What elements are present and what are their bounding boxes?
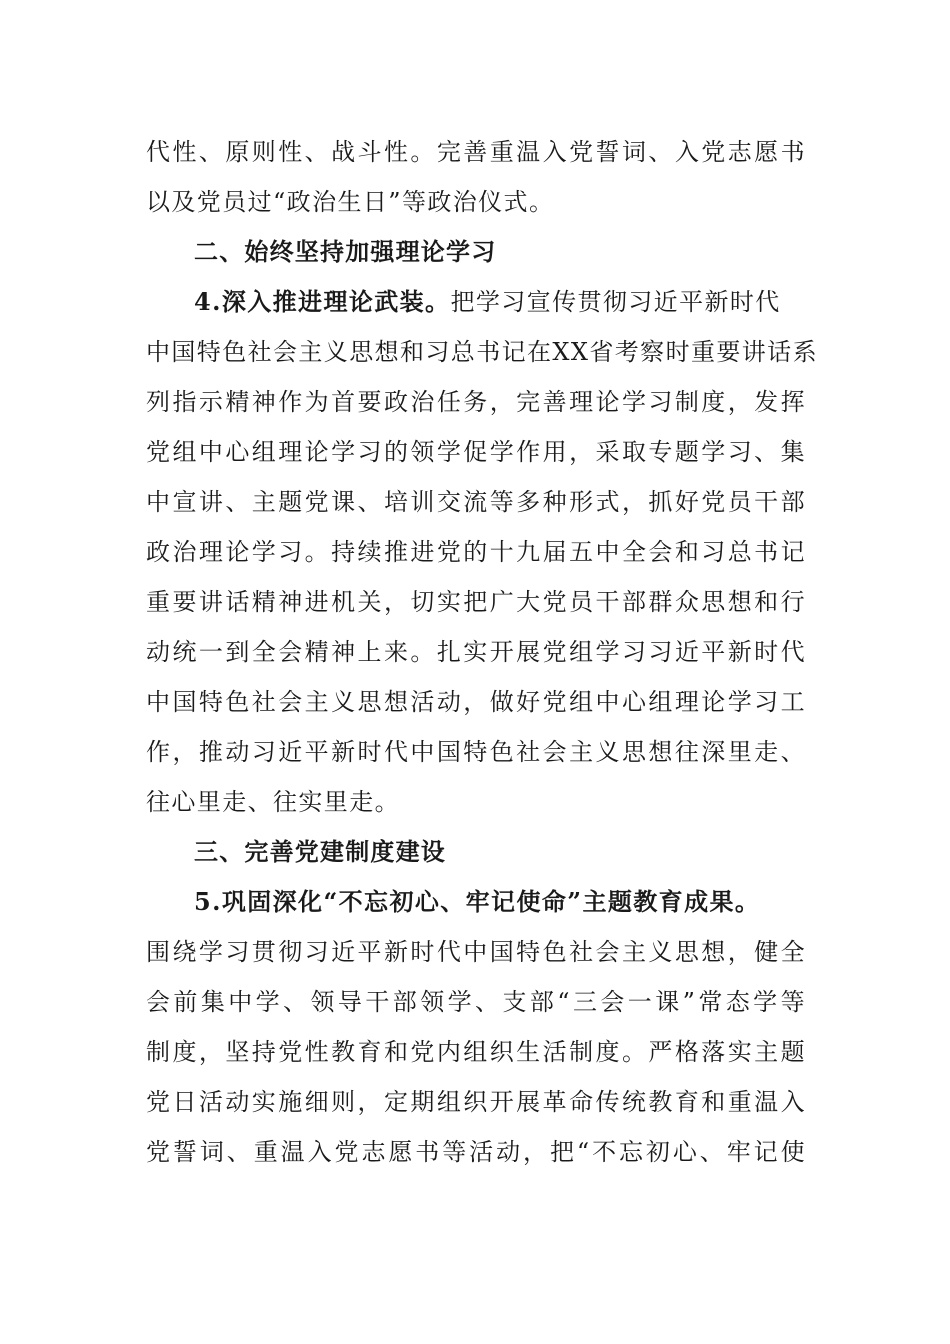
item-body-4-start: 把学习宣传贯彻习近平新时代 [450,288,781,316]
item-title-5: 5.巩固深化“不忘初心、牢记使命”主题教育成果。 [194,887,761,916]
item-title-4: 4.深入推进理论武装。 [194,287,451,316]
paragraph-line: 以及党员过“政治生日”等政治仪式。 [146,188,555,216]
paragraph-line: 会前集中学、领导干部领学、支部“三会一课”常态学等 [146,988,806,1016]
paragraph-line: 作，推动习近平新时代中国特色社会主义思想往深里走、 [146,738,806,766]
paragraph-line: 中国特色社会主义思想和习总书记在XX省考察时重要讲话系 [146,338,818,366]
paragraph-line: 中国特色社会主义思想活动，做好党组中心组理论学习工 [146,688,806,716]
paragraph-line: 围绕学习贯彻习近平新时代中国特色社会主义思想，健全 [146,938,806,966]
paragraph-line: 列指示精神作为首要政治任务，完善理论学习制度，发挥 [146,388,806,416]
paragraph-line: 政治理论学习。持续推进党的十九届五中全会和习总书记 [146,538,806,566]
paragraph-line: 制度，坚持党性教育和党内组织生活制度。严格落实主题 [146,1038,806,1066]
paragraph-line: 重要讲话精神进机关，切实把广大党员干部群众思想和行 [146,588,806,616]
paragraph-line: 党誓词、重温入党志愿书等活动，把“不忘初心、牢记使 [146,1138,806,1166]
section-heading-3: 三、完善党建制度建设 [194,838,446,866]
paragraph-line: 党日活动实施细则，定期组织开展革命传统教育和重温入 [146,1088,806,1116]
paragraph-line: 中宣讲、主题党课、培训交流等多种形式，抓好党员干部 [146,488,806,516]
paragraph-line: 往心里走、往实里走。 [146,788,400,816]
paragraph-line: 代性、原则性、战斗性。完善重温入党誓词、入党志愿书 [146,138,806,166]
section-heading-2: 二、始终坚持加强理论学习 [194,238,497,266]
paragraph-line [194,277,806,327]
paragraph-line: 党组中心组理论学习的领学促学作用，采取专题学习、集 [146,438,806,466]
paragraph-line: 动统一到全会精神上来。扎实开展党组学习习近平新时代 [146,638,806,666]
